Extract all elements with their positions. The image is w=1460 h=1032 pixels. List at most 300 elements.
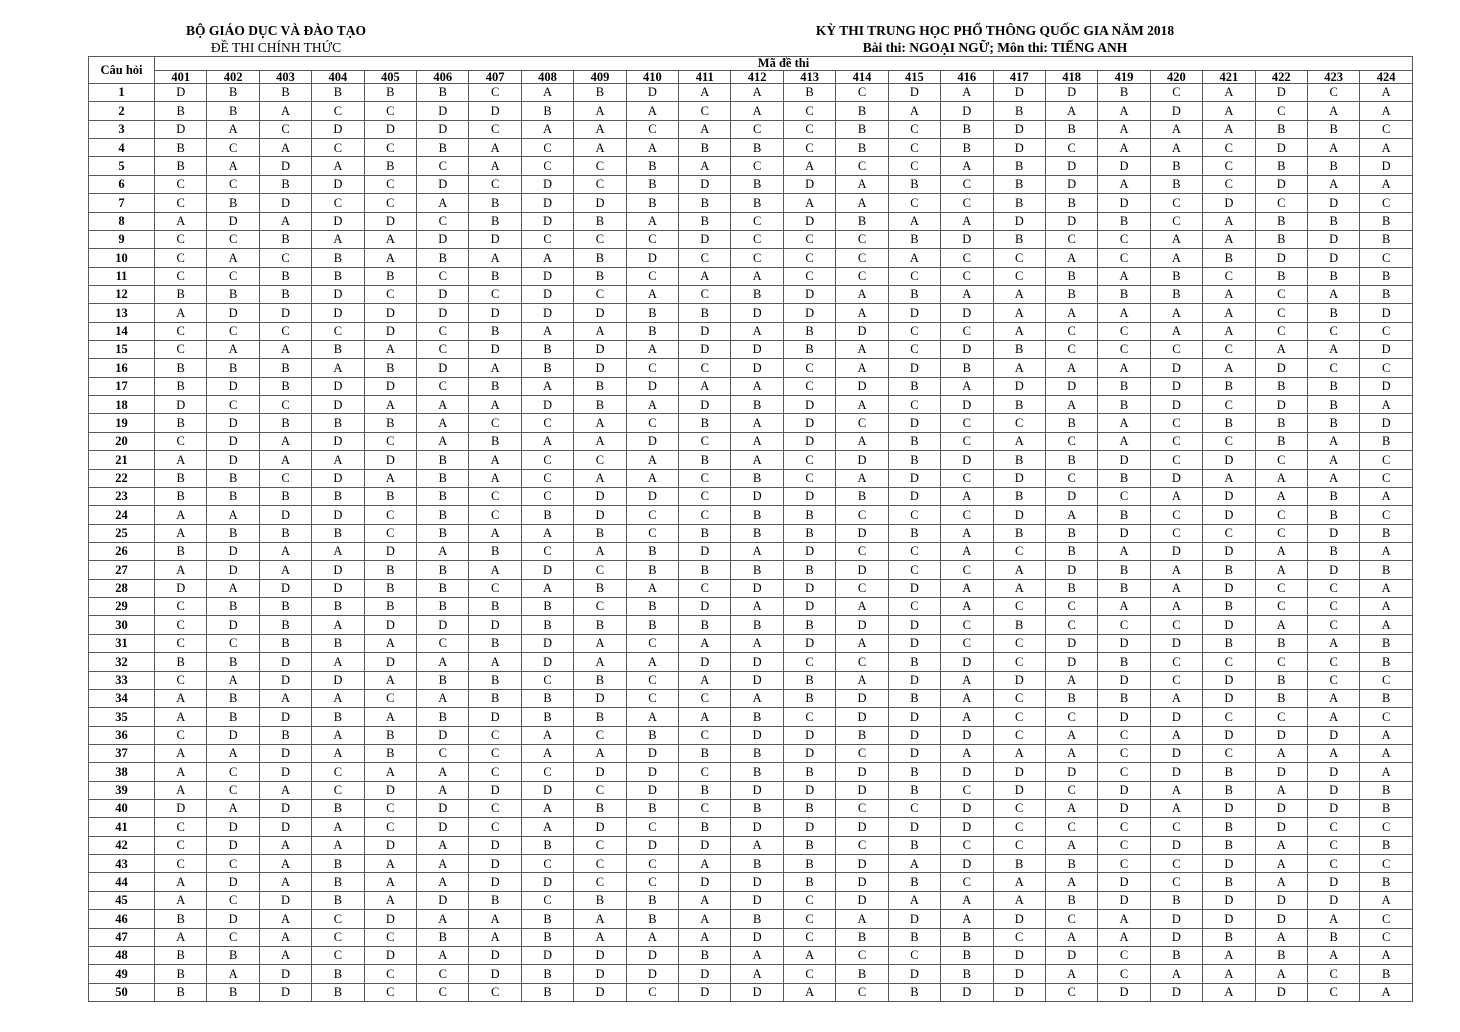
- answer-cell: A: [679, 267, 731, 285]
- answer-cell: D: [521, 781, 573, 799]
- answer-cell: A: [1255, 341, 1307, 359]
- answer-cell: A: [993, 432, 1045, 450]
- answer-cell: B: [364, 84, 416, 102]
- answer-cell: A: [731, 946, 783, 964]
- answer-cell: A: [679, 84, 731, 102]
- exam-code-cell: 404: [312, 70, 364, 84]
- answer-cell: B: [521, 102, 573, 120]
- answer-cell: D: [836, 377, 888, 395]
- answer-cell: B: [417, 671, 469, 689]
- answer-cell: B: [1255, 267, 1307, 285]
- answer-cell: D: [783, 175, 835, 193]
- answer-cell: C: [574, 873, 626, 891]
- answer-cell: D: [1098, 634, 1150, 652]
- answer-cell: B: [312, 341, 364, 359]
- question-number: 1: [89, 84, 155, 102]
- answer-cell: A: [469, 249, 521, 267]
- answer-cell: D: [993, 120, 1045, 138]
- answer-cell: C: [993, 800, 1045, 818]
- answer-cell: A: [836, 175, 888, 193]
- answer-cell: B: [1255, 946, 1307, 964]
- answer-cell: B: [993, 855, 1045, 873]
- answer-cell: A: [1255, 873, 1307, 891]
- answer-cell: B: [574, 524, 626, 542]
- answer-cell: A: [521, 818, 573, 836]
- answer-cell: C: [679, 800, 731, 818]
- answer-cell: A: [312, 653, 364, 671]
- answer-cell: B: [1098, 84, 1150, 102]
- answer-cell: B: [679, 946, 731, 964]
- answer-cell: C: [993, 249, 1045, 267]
- exam-code-cell: 411: [679, 70, 731, 84]
- answer-cell: A: [1203, 359, 1255, 377]
- answer-cell: C: [155, 634, 207, 652]
- answer-cell: D: [574, 304, 626, 322]
- answer-cell: B: [417, 928, 469, 946]
- answer-cell: C: [836, 836, 888, 854]
- answer-cell: C: [1203, 432, 1255, 450]
- answer-cell: C: [521, 671, 573, 689]
- answer-cell: C: [364, 506, 416, 524]
- answer-cell: D: [1255, 800, 1307, 818]
- answer-cell: B: [521, 910, 573, 928]
- answer-cell: A: [469, 524, 521, 542]
- answer-cell: C: [521, 157, 573, 175]
- answer-cell: D: [783, 744, 835, 762]
- answer-cell: D: [207, 451, 259, 469]
- answer-cell: A: [259, 542, 311, 560]
- answer-cell: B: [259, 230, 311, 248]
- answer-cell: B: [364, 157, 416, 175]
- table-row: [89, 928, 1413, 946]
- answer-cell: B: [364, 726, 416, 744]
- answer-cell: A: [836, 598, 888, 616]
- answer-cell: B: [1307, 377, 1359, 395]
- answer-cell: D: [941, 800, 993, 818]
- answer-cell: C: [312, 910, 364, 928]
- answer-cell: A: [731, 836, 783, 854]
- answer-cell: D: [993, 506, 1045, 524]
- answer-cell: D: [941, 818, 993, 836]
- answer-cell: A: [1255, 561, 1307, 579]
- answer-cell: B: [888, 873, 940, 891]
- answer-cell: D: [417, 616, 469, 634]
- answer-cell: C: [836, 579, 888, 597]
- answer-cell: C: [1045, 139, 1097, 157]
- answer-cell: B: [783, 524, 835, 542]
- answer-cell: C: [783, 267, 835, 285]
- answer-cell: B: [469, 194, 521, 212]
- answer-cell: A: [1360, 396, 1413, 414]
- answer-cell: A: [312, 616, 364, 634]
- answer-cell: A: [941, 377, 993, 395]
- answer-cell: B: [1045, 579, 1097, 597]
- answer-cell: A: [1045, 359, 1097, 377]
- answer-cell: A: [207, 506, 259, 524]
- answer-cell: C: [731, 212, 783, 230]
- answer-cell: B: [1360, 432, 1413, 450]
- answer-cell: C: [1360, 928, 1413, 946]
- answer-cell: C: [469, 175, 521, 193]
- answer-cell: D: [1360, 414, 1413, 432]
- answer-cell: B: [155, 157, 207, 175]
- question-number: 23: [89, 487, 155, 505]
- answer-cell: A: [783, 946, 835, 964]
- answer-cell: D: [888, 634, 940, 652]
- answer-cell: A: [731, 598, 783, 616]
- answer-cell: C: [1150, 855, 1202, 873]
- answer-cell: B: [679, 451, 731, 469]
- answer-cell: A: [364, 763, 416, 781]
- answer-cell: C: [1360, 506, 1413, 524]
- answer-cell: D: [1150, 396, 1202, 414]
- answer-cell: C: [1360, 469, 1413, 487]
- answer-cell: D: [417, 285, 469, 303]
- table-row: [89, 102, 1413, 120]
- answer-cell: C: [1150, 818, 1202, 836]
- answer-cell: A: [993, 285, 1045, 303]
- answer-cell: B: [836, 928, 888, 946]
- answer-cell: D: [364, 377, 416, 395]
- answer-cell: C: [1255, 451, 1307, 469]
- answer-cell: A: [1255, 781, 1307, 799]
- answer-cell: B: [941, 965, 993, 983]
- answer-cell: C: [626, 873, 678, 891]
- answer-cell: A: [364, 634, 416, 652]
- answer-cell: D: [574, 341, 626, 359]
- answer-cell: C: [155, 322, 207, 340]
- answer-cell: D: [941, 396, 993, 414]
- answer-cell: B: [469, 212, 521, 230]
- answer-cell: D: [364, 451, 416, 469]
- answer-cell: A: [731, 634, 783, 652]
- question-number: 36: [89, 726, 155, 744]
- answer-cell: C: [941, 873, 993, 891]
- answer-cell: B: [155, 653, 207, 671]
- answer-cell: C: [1255, 708, 1307, 726]
- answer-cell: D: [1255, 818, 1307, 836]
- answer-cell: A: [469, 928, 521, 946]
- answer-cell: D: [731, 359, 783, 377]
- answer-cell: C: [1360, 708, 1413, 726]
- answer-cell: D: [259, 708, 311, 726]
- answer-cell: C: [155, 175, 207, 193]
- table-row: [89, 212, 1413, 230]
- answer-cell: D: [574, 763, 626, 781]
- answer-cell: D: [364, 322, 416, 340]
- table-row: [89, 616, 1413, 634]
- answer-cell: A: [1307, 451, 1359, 469]
- answer-cell: A: [888, 102, 940, 120]
- answer-cell: A: [1045, 726, 1097, 744]
- answer-cell: A: [469, 910, 521, 928]
- answer-cell: D: [1360, 157, 1413, 175]
- answer-cell: A: [836, 671, 888, 689]
- answer-cell: A: [1150, 304, 1202, 322]
- answer-cell: A: [155, 524, 207, 542]
- answer-cell: B: [417, 139, 469, 157]
- answer-cell: A: [207, 965, 259, 983]
- answer-cell: B: [1360, 781, 1413, 799]
- answer-cell: D: [679, 965, 731, 983]
- answer-cell: D: [731, 781, 783, 799]
- table-row: [89, 763, 1413, 781]
- answer-cell: C: [679, 469, 731, 487]
- answer-cell: A: [626, 469, 678, 487]
- answer-cell: B: [1203, 377, 1255, 395]
- answer-cell: D: [888, 469, 940, 487]
- answer-cell: B: [679, 818, 731, 836]
- answer-cell: B: [259, 726, 311, 744]
- answer-cell: C: [1255, 653, 1307, 671]
- exam-code-cell: 423: [1307, 70, 1359, 84]
- answer-cell: B: [312, 708, 364, 726]
- answer-cell: A: [731, 432, 783, 450]
- exam-code-cell: 417: [993, 70, 1045, 84]
- question-number: 24: [89, 506, 155, 524]
- answer-cell: A: [993, 304, 1045, 322]
- answer-cell: C: [836, 230, 888, 248]
- answer-cell: B: [1360, 524, 1413, 542]
- answer-cell: C: [941, 781, 993, 799]
- answer-cell: B: [626, 561, 678, 579]
- answer-cell: B: [259, 359, 311, 377]
- answer-cell: A: [1045, 396, 1097, 414]
- answer-cell: B: [731, 763, 783, 781]
- answer-cell: B: [783, 763, 835, 781]
- answer-cell: B: [1203, 836, 1255, 854]
- answer-cell: B: [626, 304, 678, 322]
- answer-cell: A: [1150, 249, 1202, 267]
- answer-cell: A: [1360, 102, 1413, 120]
- answer-cell: A: [836, 285, 888, 303]
- answer-cell: D: [155, 396, 207, 414]
- answer-cell: D: [993, 212, 1045, 230]
- answer-cell: B: [1203, 763, 1255, 781]
- answer-cell: C: [312, 102, 364, 120]
- answer-cell: D: [626, 836, 678, 854]
- answer-cell: B: [1307, 157, 1359, 175]
- answer-cell: C: [679, 359, 731, 377]
- answer-cell: B: [731, 506, 783, 524]
- answer-cell: A: [312, 818, 364, 836]
- answer-cell: A: [417, 194, 469, 212]
- answer-cell: B: [1045, 267, 1097, 285]
- answer-cell: D: [312, 432, 364, 450]
- answer-cell: B: [574, 891, 626, 909]
- answer-cell: A: [888, 212, 940, 230]
- answer-cell: D: [312, 304, 364, 322]
- answer-cell: B: [626, 910, 678, 928]
- answer-cell: A: [1203, 230, 1255, 248]
- answer-cell: D: [888, 414, 940, 432]
- question-number: 31: [89, 634, 155, 652]
- answer-cell: A: [1098, 414, 1150, 432]
- answer-cell: A: [1255, 616, 1307, 634]
- table-row: [89, 891, 1413, 909]
- answer-cell: A: [1307, 744, 1359, 762]
- answer-cell: A: [731, 102, 783, 120]
- answer-cell: B: [679, 304, 731, 322]
- answer-cell: D: [679, 175, 731, 193]
- answer-cell: B: [155, 487, 207, 505]
- answer-cell: B: [417, 524, 469, 542]
- answer-cell: A: [1150, 598, 1202, 616]
- answer-cell: C: [626, 671, 678, 689]
- answer-cell: B: [731, 744, 783, 762]
- answer-cell: D: [1150, 359, 1202, 377]
- answer-cell: A: [626, 285, 678, 303]
- answer-cell: D: [207, 304, 259, 322]
- answer-cell: A: [364, 396, 416, 414]
- answer-cell: C: [155, 616, 207, 634]
- answer-cell: D: [783, 634, 835, 652]
- answer-cell: B: [993, 175, 1045, 193]
- answer-cell: B: [993, 341, 1045, 359]
- answer-cell: C: [417, 341, 469, 359]
- answer-cell: D: [1098, 671, 1150, 689]
- answer-cell: A: [941, 487, 993, 505]
- header-left: [100, 22, 452, 56]
- answer-cell: D: [574, 194, 626, 212]
- question-number: 44: [89, 873, 155, 891]
- answer-cell: B: [469, 598, 521, 616]
- answer-cell: D: [259, 763, 311, 781]
- answer-cell: B: [1045, 855, 1097, 873]
- answer-cell: B: [731, 396, 783, 414]
- answer-cell: C: [626, 855, 678, 873]
- answer-cell: A: [1045, 800, 1097, 818]
- answer-cell: C: [469, 818, 521, 836]
- answer-cell: A: [679, 708, 731, 726]
- answer-cell: B: [941, 359, 993, 377]
- answer-cell: B: [417, 249, 469, 267]
- answer-cell: C: [521, 487, 573, 505]
- answer-cell: B: [1307, 542, 1359, 560]
- answer-cell: D: [521, 285, 573, 303]
- answer-cell: C: [731, 230, 783, 248]
- answer-cell: C: [364, 928, 416, 946]
- answer-cell: A: [1203, 84, 1255, 102]
- answer-cell: B: [1307, 506, 1359, 524]
- answer-cell: D: [626, 84, 678, 102]
- answer-cell: D: [364, 781, 416, 799]
- answer-cell: C: [521, 891, 573, 909]
- answer-cell: B: [207, 708, 259, 726]
- answer-cell: D: [364, 542, 416, 560]
- answer-cell: C: [836, 249, 888, 267]
- question-number: 43: [89, 855, 155, 873]
- answer-cell: A: [259, 689, 311, 707]
- answer-cell: C: [469, 744, 521, 762]
- answer-cell: C: [888, 946, 940, 964]
- answer-cell: B: [1360, 561, 1413, 579]
- answer-cell: C: [155, 671, 207, 689]
- table-row: [89, 561, 1413, 579]
- question-number: 35: [89, 708, 155, 726]
- answer-cell: D: [783, 487, 835, 505]
- answer-cell: B: [417, 487, 469, 505]
- answer-cell: D: [469, 616, 521, 634]
- answer-cell: B: [207, 487, 259, 505]
- answer-cell: D: [731, 579, 783, 597]
- table-row: [89, 451, 1413, 469]
- answer-cell: D: [417, 359, 469, 377]
- answer-cell: C: [888, 120, 940, 138]
- answer-cell: C: [1307, 671, 1359, 689]
- exam-code-cell: 418: [1045, 70, 1097, 84]
- answer-cell: C: [679, 249, 731, 267]
- answer-cell: D: [1098, 781, 1150, 799]
- answer-cell: B: [1098, 653, 1150, 671]
- answer-cell: D: [259, 891, 311, 909]
- answer-cell: A: [155, 891, 207, 909]
- answer-cell: B: [155, 377, 207, 395]
- answer-cell: A: [783, 194, 835, 212]
- answer-cell: B: [521, 965, 573, 983]
- answer-cell: B: [783, 506, 835, 524]
- answer-cell: B: [1098, 396, 1150, 414]
- answer-cell: C: [836, 506, 888, 524]
- answer-cell: D: [364, 304, 416, 322]
- answer-cell: A: [1203, 102, 1255, 120]
- answer-cell: D: [941, 855, 993, 873]
- answer-cell: B: [207, 102, 259, 120]
- answer-cell: A: [1255, 855, 1307, 873]
- answer-cell: B: [888, 524, 940, 542]
- answer-cell: D: [1150, 102, 1202, 120]
- answer-cell: D: [1045, 377, 1097, 395]
- answer-cell: A: [1150, 230, 1202, 248]
- answer-cell: A: [836, 910, 888, 928]
- answer-cell: C: [1045, 230, 1097, 248]
- answer-cell: D: [679, 873, 731, 891]
- answer-cell: A: [1150, 120, 1202, 138]
- answer-cell: A: [574, 928, 626, 946]
- answer-cell: A: [1307, 341, 1359, 359]
- answer-cell: A: [679, 891, 731, 909]
- answer-cell: C: [1203, 139, 1255, 157]
- answer-cell: A: [259, 781, 311, 799]
- table-row: [89, 542, 1413, 560]
- answer-cell: C: [155, 836, 207, 854]
- exam-code-cell: 420: [1150, 70, 1202, 84]
- answer-cell: C: [469, 763, 521, 781]
- question-number: 41: [89, 818, 155, 836]
- answer-cell: B: [312, 84, 364, 102]
- answer-cell: A: [207, 120, 259, 138]
- answer-cell: C: [417, 267, 469, 285]
- answer-cell: A: [1098, 102, 1150, 120]
- answer-cell: C: [1045, 432, 1097, 450]
- answer-cell: D: [1045, 487, 1097, 505]
- answer-cell: A: [417, 689, 469, 707]
- table-row: [89, 267, 1413, 285]
- answer-cell: C: [312, 763, 364, 781]
- answer-cell: D: [469, 230, 521, 248]
- answer-cell: B: [731, 855, 783, 873]
- answer-cell: D: [836, 855, 888, 873]
- answer-cell: D: [259, 800, 311, 818]
- answer-cell: D: [574, 946, 626, 964]
- answer-cell: C: [574, 781, 626, 799]
- answer-cell: D: [1203, 689, 1255, 707]
- answer-cell: C: [207, 763, 259, 781]
- answer-cell: A: [626, 139, 678, 157]
- answer-cell: B: [417, 598, 469, 616]
- answer-cell: B: [1150, 175, 1202, 193]
- answer-cell: C: [469, 84, 521, 102]
